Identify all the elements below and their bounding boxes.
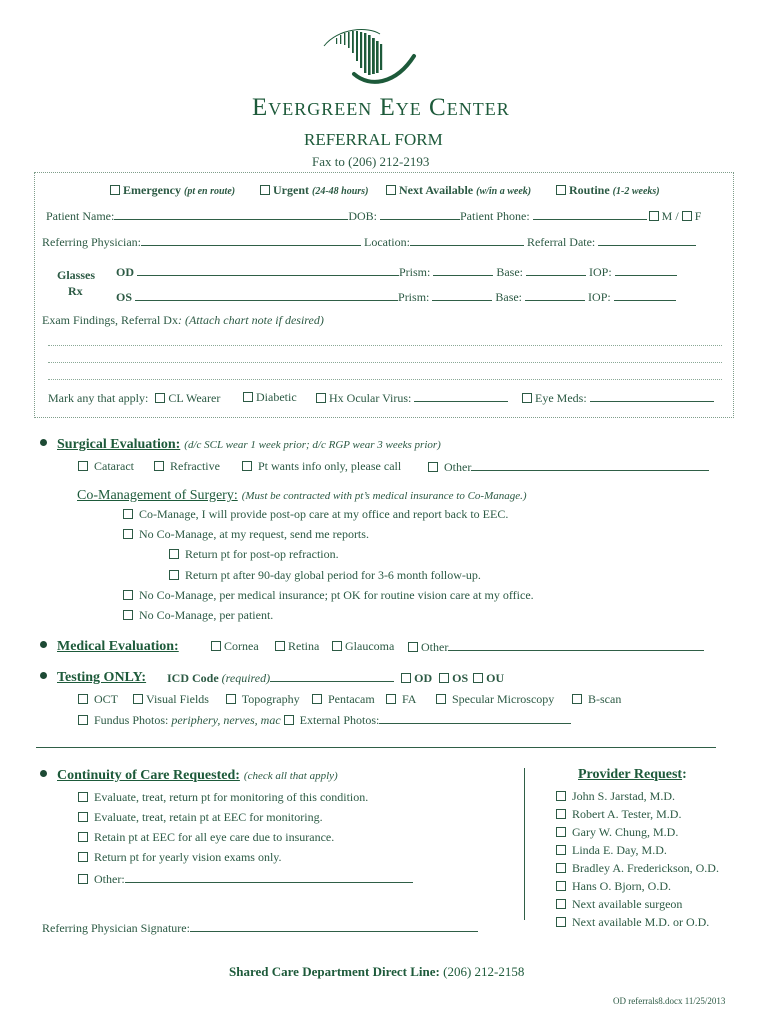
column-divider xyxy=(524,768,525,920)
continuity-3-checkbox[interactable] xyxy=(78,832,88,842)
hx-virus-option xyxy=(316,390,508,406)
provider-2-checkbox[interactable] xyxy=(556,809,566,819)
oct-label: OCT xyxy=(94,692,118,706)
provider-8-label: Next available M.D. or O.D. xyxy=(572,915,710,929)
cornea-label: Cornea xyxy=(224,639,259,653)
os-base-field[interactable] xyxy=(525,289,585,301)
provider-option-2 xyxy=(556,807,681,822)
provider-option-4 xyxy=(556,843,667,858)
od-label: OD xyxy=(116,265,134,279)
referral-date-field[interactable] xyxy=(598,234,696,246)
od-prism-label: Prism: xyxy=(399,265,431,279)
provider-7-label: Next available surgeon xyxy=(572,897,683,911)
pentacam-label: Pentacam xyxy=(328,692,375,706)
next-available-note: (w/in a week) xyxy=(476,186,532,197)
fa-checkbox[interactable] xyxy=(386,694,396,704)
pentacam-option xyxy=(312,692,375,707)
retina-checkbox[interactable] xyxy=(275,641,285,651)
od-prism-field[interactable] xyxy=(433,264,493,276)
comanage-note: (Must be contracted with pt’s medical insurance to Co-Manage.) xyxy=(241,490,527,502)
os-prism-field[interactable] xyxy=(432,289,492,301)
document-reference: OD referrals8.docx 11/25/2013 xyxy=(613,996,726,1006)
next-available-checkbox[interactable] xyxy=(386,185,396,195)
signature-row xyxy=(42,920,478,936)
surgical-other-label: Other xyxy=(444,460,472,474)
signature-field[interactable] xyxy=(190,920,478,932)
fundus-checkbox[interactable] xyxy=(78,715,88,725)
provider-option-3 xyxy=(556,825,678,840)
provider-4-label: Linda E. Day, M.D. xyxy=(572,843,667,857)
continuity-5-label: Other: xyxy=(94,872,125,886)
os-iop-field[interactable] xyxy=(614,289,676,301)
surgical-evaluation-heading xyxy=(40,435,441,453)
cl-wearer-checkbox[interactable] xyxy=(155,393,165,403)
glaucoma-label: Glaucoma xyxy=(345,639,395,653)
referring-physician-field[interactable] xyxy=(141,234,361,246)
provider-3-checkbox[interactable] xyxy=(556,827,566,837)
od-iop-field[interactable] xyxy=(615,264,677,276)
cataract-checkbox[interactable] xyxy=(78,461,88,471)
provider-6-checkbox[interactable] xyxy=(556,881,566,891)
continuity-option-2 xyxy=(78,810,323,825)
os-prism-label: Prism: xyxy=(398,290,430,304)
test-ou-checkbox[interactable] xyxy=(473,673,483,683)
bullet-icon xyxy=(40,672,47,679)
bscan-label: B-scan xyxy=(588,692,622,706)
patient-name-field[interactable] xyxy=(114,208,348,220)
continuity-option-4 xyxy=(78,850,282,865)
medical-other-option xyxy=(408,639,704,655)
icd-code-row xyxy=(167,670,504,686)
provider-option-5 xyxy=(556,861,719,876)
mark-apply-row xyxy=(48,391,220,406)
topography-label: Topography xyxy=(241,692,300,706)
comanage-option-3 xyxy=(169,547,339,562)
provider-colon: : xyxy=(682,767,687,782)
continuity-1-checkbox[interactable] xyxy=(78,792,88,802)
location-field[interactable] xyxy=(410,234,524,246)
cataract-option xyxy=(78,459,134,474)
mark-label: Mark any that apply: xyxy=(48,391,149,405)
comanage-1-checkbox[interactable] xyxy=(123,509,133,519)
comanage-3-checkbox[interactable] xyxy=(169,549,179,559)
surgical-title: Surgical Evaluation: xyxy=(57,437,181,452)
eye-meds-option xyxy=(522,390,714,406)
exam-line-1[interactable] xyxy=(48,345,722,346)
continuity-4-checkbox[interactable] xyxy=(78,852,88,862)
fundus-option xyxy=(78,712,571,728)
referral-date-label: Referral Date: xyxy=(526,235,596,249)
next-available-label: Next Available xyxy=(399,183,474,197)
comanage-4-label: Return pt after 90-day global period for 3-6 month follow-up. xyxy=(185,568,481,582)
od-base-label: Base: xyxy=(496,265,524,279)
exam-note: : (Attach chart note if desired) xyxy=(177,313,324,327)
urgency-row xyxy=(110,183,235,198)
comanage-5-label: No Co-Manage, per medical insurance; pt OK for routine vision care at my office. xyxy=(139,588,534,602)
glasses-label: Glasses xyxy=(57,268,96,282)
sex-f-checkbox[interactable] xyxy=(682,211,692,221)
od-base-field[interactable] xyxy=(526,264,586,276)
provider-1-label: John S. Jarstad, M.D. xyxy=(572,789,676,803)
bscan-checkbox[interactable] xyxy=(572,694,582,704)
visual-fields-option xyxy=(133,692,209,707)
provider-heading xyxy=(578,767,687,783)
cl-wearer-label: CL Wearer xyxy=(168,391,221,405)
routine-note: (1-2 weeks) xyxy=(612,186,660,197)
routine-label: Routine xyxy=(569,183,610,197)
provider-1-checkbox[interactable] xyxy=(556,791,566,801)
bullet-icon xyxy=(40,641,47,648)
provider-5-label: Bradley A. Frederickson, O.D. xyxy=(572,861,719,875)
od-field[interactable] xyxy=(137,264,399,276)
comanage-3-label: Return pt for post-op refraction. xyxy=(185,547,339,561)
urgent-checkbox[interactable] xyxy=(260,185,270,195)
provider-option-8 xyxy=(556,915,709,930)
test-os-label: OS xyxy=(452,671,469,685)
emergency-checkbox[interactable] xyxy=(110,185,120,195)
oct-option xyxy=(78,692,118,707)
patient-phone-label: Patient Phone: xyxy=(460,209,530,223)
testing-heading xyxy=(40,668,146,686)
provider-title: Provider Request xyxy=(578,767,683,782)
routine-option xyxy=(556,183,660,198)
fa-label: FA xyxy=(402,692,417,706)
continuity-3-label: Retain pt at EEC for all eye care due to insurance. xyxy=(94,830,335,844)
location-label: Location: xyxy=(363,235,410,249)
refractive-label: Refractive xyxy=(170,459,220,473)
fax-number: Fax to (206) 212-2193 xyxy=(312,154,430,169)
info-only-option xyxy=(242,459,401,474)
external-photos-field[interactable] xyxy=(379,712,571,724)
medical-other-label: Other xyxy=(421,640,449,654)
referring-physician-label: Referring Physician: xyxy=(42,235,141,249)
visual-fields-checkbox[interactable] xyxy=(133,694,143,704)
test-os-checkbox[interactable] xyxy=(439,673,449,683)
os-base-label: Base: xyxy=(495,290,523,304)
refractive-option xyxy=(154,459,220,474)
retina-label: Retina xyxy=(288,639,320,653)
continuity-5-checkbox[interactable] xyxy=(78,874,88,884)
icd-label: ICD Code xyxy=(167,671,219,685)
fundus-note: periphery, nerves, mac xyxy=(171,713,281,727)
info-only-checkbox[interactable] xyxy=(242,461,252,471)
provider-8-checkbox[interactable] xyxy=(556,917,566,927)
evergreen-logo xyxy=(318,24,422,94)
exam-line-2[interactable] xyxy=(48,362,722,363)
eye-meds-label: Eye Meds: xyxy=(535,391,587,405)
provider-7-checkbox[interactable] xyxy=(556,899,566,909)
exam-findings-label xyxy=(42,313,324,328)
provider-option-7 xyxy=(556,897,682,912)
diabetic-option xyxy=(243,390,297,405)
specular-label: Specular Microscopy xyxy=(452,692,555,706)
dob-field[interactable] xyxy=(380,208,460,220)
patient-phone-field[interactable] xyxy=(533,208,647,220)
bullet-icon xyxy=(40,439,47,446)
medical-other-field[interactable] xyxy=(448,639,704,651)
icd-field[interactable] xyxy=(270,670,394,682)
routine-checkbox[interactable] xyxy=(556,185,566,195)
emergency-note: (pt en route) xyxy=(183,186,236,197)
fundus-label: Fundus Photos: xyxy=(94,713,169,727)
comanage-6-label: No Co-Manage, per patient. xyxy=(139,608,274,622)
od-iop-label: IOP: xyxy=(589,265,612,279)
external-photos-label: External Photos: xyxy=(299,713,380,727)
continuity-heading xyxy=(40,766,338,784)
provider-option-1 xyxy=(556,789,675,804)
provider-option-6 xyxy=(556,879,671,894)
comanage-option-6 xyxy=(123,608,273,623)
continuity-2-label: Evaluate, treat, retain pt at EEC for monitoring. xyxy=(94,810,323,824)
comanagement-heading xyxy=(77,486,527,504)
direct-line-number: (206) 212-2158 xyxy=(443,964,525,979)
comanage-option-1 xyxy=(123,507,508,522)
urgent-label: Urgent xyxy=(273,183,309,197)
specular-checkbox[interactable] xyxy=(436,694,446,704)
glaucoma-checkbox[interactable] xyxy=(332,641,342,651)
signature-label: Referring Physician Signature: xyxy=(42,921,190,935)
urgent-option xyxy=(260,183,368,198)
provider-2-label: Robert A. Tester, M.D. xyxy=(572,807,682,821)
continuity-2-checkbox[interactable] xyxy=(78,812,88,822)
continuity-option-1 xyxy=(78,790,368,805)
eye-meds-checkbox[interactable] xyxy=(522,393,532,403)
provider-3-label: Gary W. Chung, M.D. xyxy=(572,825,679,839)
specular-option xyxy=(436,692,554,707)
comanage-title: Co-Management of Surgery: xyxy=(77,488,238,503)
continuity-4-label: Return pt for yearly vision exams only. xyxy=(94,850,282,864)
continuity-option-3 xyxy=(78,830,334,845)
comanage-4-checkbox[interactable] xyxy=(169,570,179,580)
dob-label: DOB: xyxy=(348,209,377,223)
medical-evaluation-heading xyxy=(40,637,179,655)
direct-line xyxy=(229,964,524,980)
os-row xyxy=(116,289,676,305)
refractive-checkbox[interactable] xyxy=(154,461,164,471)
direct-line-label: Shared Care Department Direct Line: xyxy=(229,964,440,979)
eye-meds-field[interactable] xyxy=(590,390,714,402)
topography-checkbox[interactable] xyxy=(226,694,236,704)
surgical-note: (d/c SCL wear 1 week prior; d/c RGP wear 3 weeks prior) xyxy=(184,439,441,451)
icd-note: (required) xyxy=(221,671,271,685)
cornea-checkbox[interactable] xyxy=(211,641,221,651)
sex-f-label: F xyxy=(694,209,702,223)
patient-name-label: Patient Name: xyxy=(46,209,115,223)
bullet-icon xyxy=(40,770,47,777)
patient-row xyxy=(46,208,701,224)
od-row xyxy=(116,264,677,280)
hx-virus-label: Hx Ocular Virus: xyxy=(329,391,412,405)
continuity-1-label: Evaluate, treat, return pt for monitoring of this condition. xyxy=(94,790,369,804)
provider-5-checkbox[interactable] xyxy=(556,863,566,873)
os-iop-label: IOP: xyxy=(588,290,611,304)
surgical-other-option xyxy=(428,459,709,475)
topography-option xyxy=(226,692,300,707)
testing-title: Testing ONLY: xyxy=(57,670,147,685)
medical-title: Medical Evaluation: xyxy=(57,639,179,654)
medical-other-checkbox[interactable] xyxy=(408,642,418,652)
os-field[interactable] xyxy=(135,289,398,301)
comanage-option-5 xyxy=(123,588,534,603)
comanage-option-4 xyxy=(169,568,481,583)
continuity-title: Continuity of Care Requested: xyxy=(57,768,240,783)
urgent-note: (24-48 hours) xyxy=(312,186,369,197)
test-ou-label: OU xyxy=(486,671,505,685)
continuity-other-field[interactable] xyxy=(125,871,413,883)
exam-line-3[interactable] xyxy=(48,379,722,380)
comanage-5-checkbox[interactable] xyxy=(123,590,133,600)
external-photos-checkbox[interactable] xyxy=(284,715,294,725)
os-label: OS xyxy=(116,290,133,304)
provider-4-checkbox[interactable] xyxy=(556,845,566,855)
section-divider xyxy=(36,747,716,748)
referring-row xyxy=(42,234,696,250)
comanage-6-checkbox[interactable] xyxy=(123,610,133,620)
surgical-other-checkbox[interactable] xyxy=(428,462,438,472)
test-od-label: OD xyxy=(414,671,433,685)
surgical-other-field[interactable] xyxy=(471,459,709,471)
next-available-option xyxy=(386,183,531,198)
continuity-option-5 xyxy=(78,871,413,887)
diabetic-label: Diabetic xyxy=(256,390,297,404)
rx-label: Rx xyxy=(68,284,83,298)
comanage-2-checkbox[interactable] xyxy=(123,529,133,539)
cataract-label: Cataract xyxy=(94,459,134,473)
info-only-label: Pt wants info only, please call xyxy=(258,459,402,473)
brand-name: Evergreen Eye Center xyxy=(252,94,510,121)
comanage-1-label: Co-Manage, I will provide post-op care at my office and report back to EEC. xyxy=(139,507,509,521)
form-title: REFERRAL FORM xyxy=(304,130,443,149)
sex-m-label: M / xyxy=(661,209,679,223)
cornea-option xyxy=(211,639,259,654)
test-od-checkbox[interactable] xyxy=(401,673,411,683)
glaucoma-option xyxy=(332,639,394,654)
emergency-label: Emergency xyxy=(123,183,181,197)
comanage-option-2 xyxy=(123,527,369,542)
continuity-note: (check all that apply) xyxy=(243,770,338,782)
provider-6-label: Hans O. Bjorn, O.D. xyxy=(572,879,671,893)
hx-virus-checkbox[interactable] xyxy=(316,393,326,403)
visual-fields-label: Visual Fields xyxy=(146,692,209,706)
exam-label-text: Exam Findings, Referral Dx xyxy=(42,313,178,327)
retina-option xyxy=(275,639,319,654)
bscan-option xyxy=(572,692,621,707)
pentacam-checkbox[interactable] xyxy=(312,694,322,704)
diabetic-checkbox[interactable] xyxy=(243,392,253,402)
oct-checkbox[interactable] xyxy=(78,694,88,704)
fa-option xyxy=(386,692,416,707)
sex-m-checkbox[interactable] xyxy=(649,211,659,221)
hx-virus-field[interactable] xyxy=(414,390,508,402)
comanage-2-label: No Co-Manage, at my request, send me reports. xyxy=(139,527,369,541)
